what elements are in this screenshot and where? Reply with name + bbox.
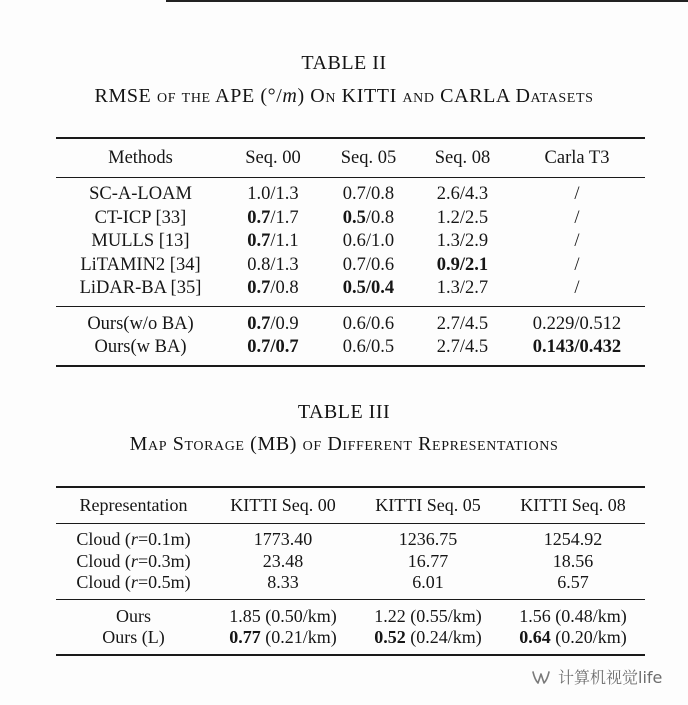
kitti00-cell: 8.33: [211, 572, 355, 599]
table2: [56, 137, 645, 367]
seq08-cell: 1.2/2.5: [436, 207, 489, 228]
table-row: [56, 572, 645, 599]
kitti00-cell: 1773.40: [253, 529, 313, 550]
table2-header-seq00: Seq. 00: [225, 138, 321, 178]
table-row: [56, 551, 645, 573]
wechat-channel-icon: [530, 665, 552, 687]
carla-cell: 0.143/0.432: [532, 337, 622, 358]
watermark: [530, 664, 662, 688]
method-name: Ours(w BA): [94, 337, 187, 358]
method-name: MULLS [13]: [91, 231, 190, 252]
kitti00-cell: 1.85 (0.50/km): [229, 605, 337, 626]
seq08-cell: 2.7/4.5: [436, 313, 489, 334]
representation-label: Cloud (r=0.1m): [76, 529, 191, 550]
table2-title: [0, 85, 688, 108]
seq05-cell: 0.5/0.4: [321, 277, 416, 306]
table2-header-carla: Carla T3: [509, 138, 645, 178]
kitti05-cell: 6.01: [355, 572, 501, 599]
table3-header-kitti05: KITTI Seq. 05: [355, 487, 501, 524]
seq05-cell: 0.6/0.6: [342, 313, 395, 334]
kitti08-cell: 1254.92: [543, 529, 603, 550]
seq00-cell: 0.7/0.7: [247, 337, 299, 358]
kitti05-cell: 0.52 (0.24/km): [374, 627, 482, 648]
kitti08-cell: 1.56 (0.48/km): [519, 605, 627, 626]
table3-title: Map Storage (MB) of Different Representations: [129, 433, 559, 455]
table3-number: TABLE III: [297, 401, 391, 423]
seq08-cell: 2.6/4.3: [436, 184, 489, 205]
kitti05-cell: 1.22 (0.55/km): [374, 605, 482, 626]
kitti05-cell: 16.77: [407, 550, 449, 571]
method-name: LiDAR-BA [35]: [56, 277, 225, 306]
representation-label: Cloud (r=0.5m): [56, 572, 211, 599]
carla-cell: /: [574, 254, 580, 275]
table2-number: TABLE II: [301, 52, 387, 74]
seq05-cell: 0.5/0.8: [342, 207, 395, 228]
table2-header-methods: Methods: [56, 138, 225, 178]
table-row: [56, 306, 645, 336]
carla-cell: 0.229/0.512: [532, 313, 622, 334]
kitti05-cell: 1236.75: [398, 529, 458, 550]
seq00-cell: 0.8/1.3: [247, 254, 299, 275]
seq00-cell: 1.0/1.3: [247, 184, 299, 205]
representation-label: Ours (L): [102, 627, 165, 648]
method-name: LiTAMIN2 [34]: [80, 254, 201, 275]
table-row: [56, 254, 645, 278]
table2-header-row: [56, 138, 645, 178]
table2-title-post: ) On KITTI and CARLA Datasets: [297, 85, 594, 107]
table3-cloud-rows: [56, 524, 645, 600]
top-rule: [166, 0, 688, 2]
table2-title-math: m: [282, 85, 298, 107]
watermark-text: 计算机视觉life: [558, 667, 663, 687]
kitti08-cell: 0.64 (0.20/km): [519, 627, 627, 648]
seq05-cell: 0.6/0.5: [342, 337, 395, 358]
kitti00-cell: 23.48: [262, 550, 304, 571]
table3-ours-rows: [56, 599, 645, 655]
table-row: [56, 277, 645, 306]
seq05-cell: 0.7/0.8: [342, 184, 395, 205]
kitti00-cell: 0.77 (0.21/km): [229, 627, 337, 648]
table-row: [56, 207, 645, 231]
seq05-cell: 0.6/1.0: [342, 231, 395, 252]
kitti08-cell: 6.57: [501, 572, 645, 599]
table-row: [56, 230, 645, 254]
seq05-cell: 0.7/0.6: [342, 254, 395, 275]
representation-label: Ours: [116, 605, 151, 626]
table-row: [56, 178, 645, 207]
method-name: SC-A-LOAM: [89, 184, 192, 205]
carla-cell: /: [574, 231, 580, 252]
seq00-cell: 0.7/1.7: [247, 207, 299, 228]
seq08-cell: 1.3/2.9: [436, 231, 489, 252]
method-name: CT-ICP [33]: [94, 207, 187, 228]
table-row: [56, 627, 645, 655]
table3-header-representation: Representation: [56, 487, 211, 524]
seq00-cell: 0.7/1.1: [247, 231, 299, 252]
method-name: Ours(w/o BA): [87, 313, 194, 334]
carla-cell: /: [574, 184, 580, 205]
table2-header-seq05: Seq. 05: [321, 138, 416, 178]
carla-cell: /: [574, 207, 580, 228]
table3: [56, 486, 645, 656]
seq08-cell: 2.7/4.5: [436, 337, 489, 358]
table-row: [56, 524, 645, 551]
seq08-cell: 1.3/2.7: [416, 277, 509, 306]
table3-header-kitti08: KITTI Seq. 08: [501, 487, 645, 524]
table-row: [56, 599, 645, 627]
table2-baselines: [56, 178, 645, 307]
kitti08-cell: 18.56: [552, 550, 594, 571]
table-row: [56, 336, 645, 366]
table2-ours: [56, 306, 645, 366]
seq08-cell: 0.9/2.1: [436, 254, 489, 275]
seq00-cell: 0.7/0.9: [247, 313, 299, 334]
seq00-cell: 0.7/0.8: [225, 277, 321, 306]
carla-cell: /: [509, 277, 645, 306]
table3-header-kitti00: KITTI Seq. 00: [211, 487, 355, 524]
table2-title-pre: RMSE of the APE (°/: [94, 85, 283, 107]
table3-header-row: [56, 487, 645, 524]
table2-header-seq08: Seq. 08: [416, 138, 509, 178]
representation-label: Cloud (r=0.3m): [76, 550, 191, 571]
